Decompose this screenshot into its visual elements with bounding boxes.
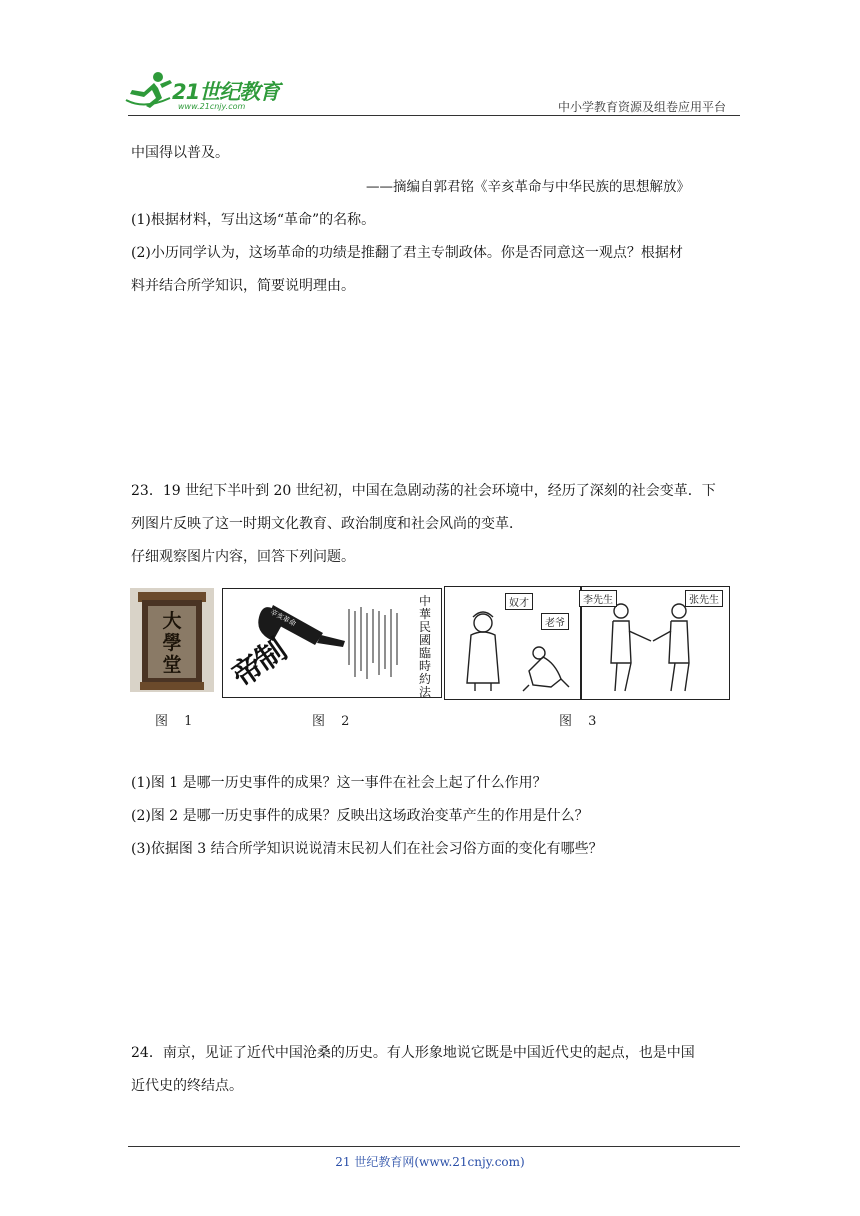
footer-link[interactable]: 21 世纪教育网(www.21cnjy.com) bbox=[335, 1155, 525, 1169]
q23-sub3: (3)依据图 3 结合所学知识说说清末民初人们在社会习俗方面的变化有哪些？ bbox=[131, 841, 603, 857]
figure-1-plaque bbox=[130, 588, 214, 692]
caption-figure-1: 图 1 bbox=[155, 714, 199, 729]
figure-3-etiquette-cartoon bbox=[444, 586, 730, 700]
label-zhang-xiansheng: 张先生 bbox=[685, 590, 723, 607]
header-logo bbox=[124, 70, 294, 114]
label-laoye: 老爷 bbox=[541, 613, 569, 630]
axe-label: 辛亥革命 bbox=[268, 607, 298, 629]
figure-2-constitution bbox=[222, 588, 442, 698]
q22-sub2-line1: (2)小历同学认为，这场革命的功绩是推翻了君主专制政体。你是否同意这一观点？根据材 bbox=[131, 245, 683, 261]
q24-stem-line1: 24．南京，见证了近代中国沧桑的历史。有人形象地说它既是中国近代史的起点，也是中国 bbox=[131, 1045, 695, 1061]
plaque-text: 大學堂 bbox=[162, 610, 182, 676]
q23-stem-line1: 23．19 世纪下半叶到 20 世纪初，中国在急剧动荡的社会环境中，经历了深刻的社会变革．下 bbox=[131, 483, 716, 499]
broken-monarchy-text: 帝制 bbox=[226, 633, 292, 695]
label-nucai: 奴才 bbox=[505, 593, 533, 610]
logo-text: 21世纪教育 bbox=[172, 80, 280, 104]
footer-rule bbox=[128, 1146, 740, 1147]
q22-material-tail: 中国得以普及。 bbox=[131, 145, 229, 161]
q22-source: ——摘编自郭君铭《辛亥革命与中华民族的思想解放》 bbox=[366, 179, 690, 195]
q22-sub1: (1)根据材料，写出这场“革命”的名称。 bbox=[131, 212, 376, 228]
constitution-title: 中華民國臨時約法 bbox=[419, 594, 432, 698]
q23-sub2: (2)图 2 是哪一历史事件的成果？反映出这场政治变革产生的作用是什么？ bbox=[131, 808, 589, 824]
q23-sub1: (1)图 1 是哪一历史事件的成果？这一事件在社会上起了什么作用？ bbox=[131, 775, 547, 791]
label-li-xiansheng: 李先生 bbox=[579, 590, 617, 607]
q23-stem-line3: 仔细观察图片内容，回答下列问题。 bbox=[131, 549, 355, 565]
logo-url: www.21cnjy.com bbox=[178, 102, 246, 111]
caption-figure-3: 图 3 bbox=[559, 714, 603, 729]
caption-figure-2: 图 2 bbox=[312, 714, 356, 729]
header-rule bbox=[128, 115, 740, 116]
q22-sub2-line2: 料并结合所学知识，简要说明理由。 bbox=[131, 278, 355, 294]
q24-stem-line2: 近代史的终结点。 bbox=[131, 1078, 243, 1094]
platform-name: 中小学教育资源及组卷应用平台 bbox=[557, 100, 726, 114]
q23-stem-line2: 列图片反映了这一时期文化教育、政治制度和社会风尚的变革． bbox=[131, 516, 523, 532]
runner-logo-icon bbox=[124, 70, 176, 110]
document-text-lines bbox=[345, 605, 415, 685]
